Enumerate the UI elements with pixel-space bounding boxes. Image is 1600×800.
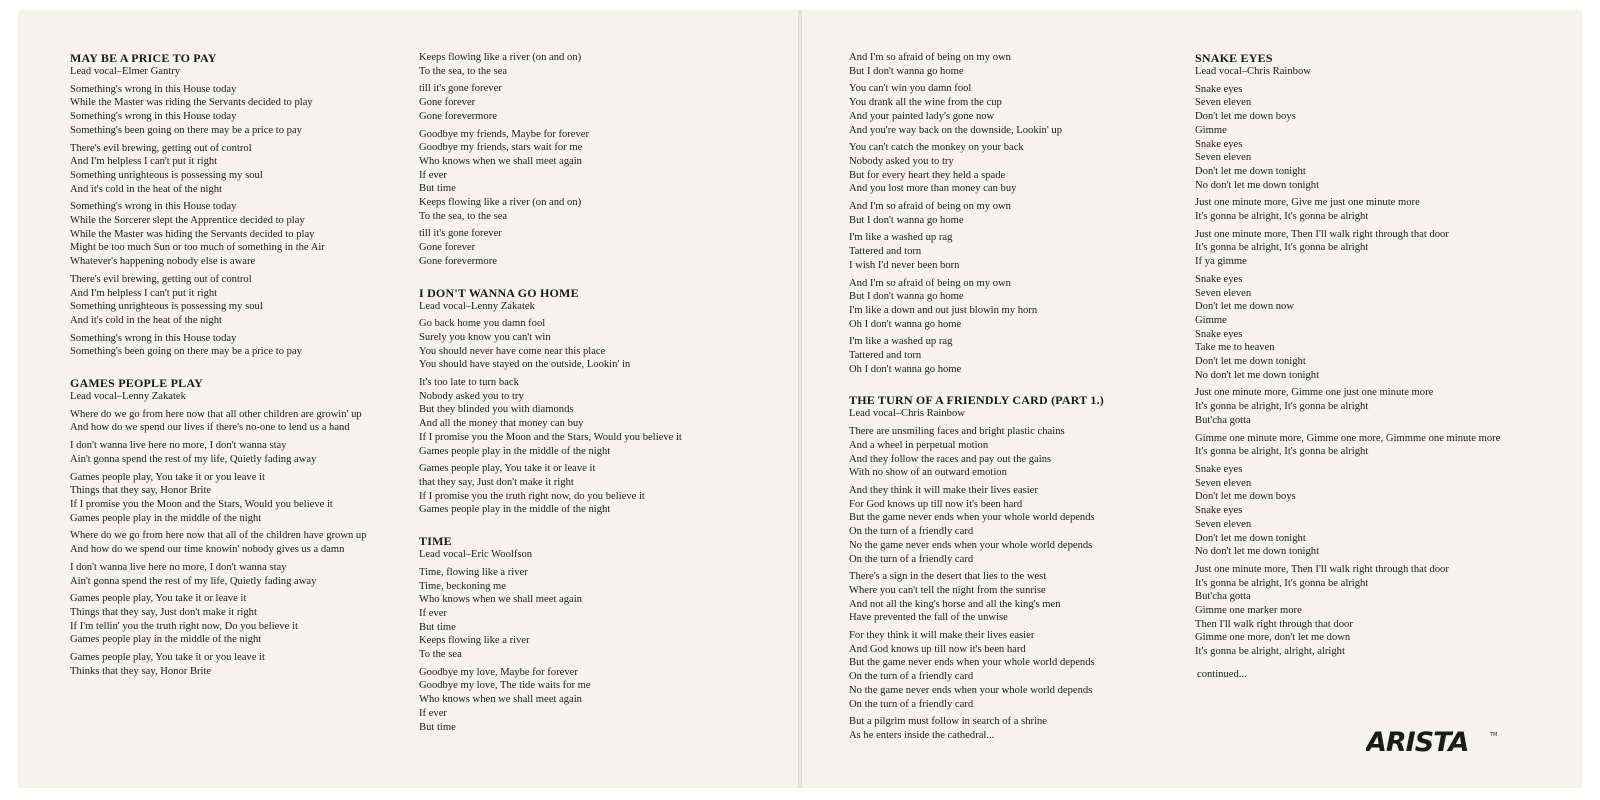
lyric-stanza bbox=[849, 629, 1167, 711]
lyric-line: Gimme bbox=[1195, 314, 1227, 326]
lyric-stanza bbox=[849, 231, 1167, 272]
song-title: GAMES PEOPLE PLAY bbox=[70, 376, 203, 391]
lyric-stanza bbox=[1195, 463, 1513, 559]
lyric-line: Don't let me down tonight bbox=[1195, 532, 1306, 544]
lyric-stanza bbox=[849, 82, 1167, 137]
lyrics-column-4 bbox=[1195, 51, 1513, 682]
lyric-line: Don't let me down boys bbox=[1195, 491, 1296, 503]
lyric-line: Just one minute more, Then I'll walk right through that door bbox=[1195, 563, 1449, 575]
lyric-line: On the turn of a friendly card bbox=[849, 526, 974, 538]
lyric-stanza bbox=[419, 82, 737, 123]
lyric-line: No the game never ends when your whole world depends bbox=[849, 539, 1093, 551]
lyric-line: If I promise you the truth right now, do you believe it bbox=[419, 490, 645, 502]
lyric-line: There's evil brewing, getting out of control bbox=[70, 142, 252, 154]
lyric-stanza bbox=[1195, 386, 1513, 427]
lyric-line: Things that they say, Honor Brite bbox=[70, 485, 212, 497]
lyric-line: It's gonna be alright, It's gonna be alright bbox=[1195, 577, 1369, 589]
song-title: SNAKE EYES bbox=[1195, 51, 1273, 65]
lyric-line: To the sea bbox=[419, 649, 462, 661]
lyric-line: Something's wrong in this House today bbox=[70, 83, 237, 95]
lyric-stanza bbox=[419, 51, 737, 78]
lyric-line: till it's gone forever bbox=[419, 228, 502, 240]
lyric-stanza bbox=[419, 666, 737, 735]
lyric-line: Gimme one more, don't let me down bbox=[1195, 632, 1351, 644]
lead-vocal-credit: Lead vocal–Chris Rainbow bbox=[1195, 66, 1311, 77]
lead-vocal-credit: Lead vocal–Lenny Zakatek bbox=[419, 300, 535, 312]
lyric-line: Gone forevermore bbox=[419, 255, 497, 267]
lyric-line: Games people play in the middle of the night bbox=[70, 512, 262, 524]
lyric-line: You can't win you damn fool bbox=[849, 83, 972, 95]
lyric-line: Snake eyes bbox=[1195, 138, 1243, 150]
lyric-line: It's gonna be alright, It's gonna be alright bbox=[1195, 446, 1369, 458]
lyric-stanza bbox=[70, 83, 410, 138]
lyric-stanza bbox=[1195, 563, 1513, 659]
lyric-line: Something's wrong in this House today bbox=[70, 332, 237, 344]
lyric-stanza bbox=[849, 51, 1167, 78]
lyric-line: If I'm tellin' you the truth right now, Do you believe it bbox=[70, 620, 298, 632]
lyric-stanza bbox=[70, 592, 410, 647]
song-block bbox=[849, 51, 1167, 376]
lyric-line: Ain't gonna spend the rest of my life, Quietly fading away bbox=[70, 575, 317, 587]
lyric-line: With no show of an outward emotion bbox=[849, 467, 1007, 479]
lyric-line: And they think it will make their lives easier bbox=[849, 484, 1038, 496]
lyric-line: I wish I'd never been born bbox=[849, 259, 960, 271]
song-block bbox=[419, 534, 737, 734]
song-block bbox=[419, 51, 737, 269]
lyric-line: Snake eyes bbox=[1195, 328, 1243, 340]
song-title: THE TURN OF A FRIENDLY CARD (PART 1.) bbox=[849, 393, 1105, 408]
lyric-line: No the game never ends when your whole world depends bbox=[849, 684, 1093, 696]
lyric-stanza bbox=[849, 277, 1167, 332]
lyric-line: Goodbye my love, Maybe for forever bbox=[419, 666, 578, 678]
lyric-stanza bbox=[1195, 228, 1513, 269]
lyric-line: But time bbox=[419, 721, 456, 733]
song-block bbox=[70, 51, 410, 359]
lyric-line: Time, beckoning me bbox=[419, 580, 506, 592]
lyric-line: On the turn of a friendly card bbox=[849, 671, 974, 683]
lyric-line: If I promise you the Moon and the Stars, Would you believe it bbox=[70, 498, 333, 510]
lead-vocal-credit: Lead vocal–Elmer Gantry bbox=[70, 66, 181, 77]
lyric-line: Oh I don't wanna go home bbox=[849, 318, 962, 330]
lyric-line: Just one minute more, Give me just one minute more bbox=[1195, 197, 1420, 209]
lyric-line: Gimme one minute more, Gimme one more, Gimmme one minute more bbox=[1195, 432, 1501, 444]
continued-note: continued... bbox=[1197, 668, 1247, 680]
lead-vocal-credit: Lead vocal–Lenny Zakatek bbox=[70, 391, 186, 403]
lyric-line: Keeps flowing like a river (on and on) bbox=[419, 197, 582, 209]
lyric-line: You should never have come near this place bbox=[419, 345, 606, 357]
lyric-line: But for every heart they held a spade bbox=[849, 169, 1006, 181]
lyric-line: Just one minute more, Then I'll walk right through that door bbox=[1195, 228, 1449, 240]
lyric-line: Something's wrong in this House today bbox=[70, 201, 237, 213]
lyric-line: I'm like a washed up rag bbox=[849, 336, 953, 348]
lyric-line: But the game never ends when your whole world depends bbox=[849, 512, 1095, 524]
lyric-line: Games people play in the middle of the night bbox=[419, 445, 611, 457]
lyric-line: And you lost more than money can buy bbox=[849, 183, 1017, 195]
lyric-line: It's gonna be alright, alright, alright bbox=[1195, 646, 1345, 658]
lyric-line: And it's cold in the heat of the night bbox=[70, 314, 222, 326]
lyric-line: Who knows when we shall meet again bbox=[419, 594, 582, 606]
lyric-line: Nobody asked you to try bbox=[419, 390, 524, 402]
lyric-line: It's gonna be alright, It's gonna be alright bbox=[1195, 401, 1369, 413]
lyric-stanza bbox=[70, 439, 410, 466]
lyric-line: Seven eleven bbox=[1195, 477, 1252, 489]
song-block bbox=[70, 376, 410, 678]
lyric-line: Tattered and torn bbox=[849, 350, 922, 362]
lyric-stanza bbox=[419, 128, 737, 224]
lyric-line: If ever bbox=[419, 169, 447, 181]
lyric-line: Games people play in the middle of the night bbox=[70, 634, 262, 646]
lyric-line: And you're way back on the downside, Lookin' up bbox=[849, 124, 1063, 136]
lyric-line: And it's cold in the heat of the night bbox=[70, 183, 222, 195]
lyric-line: Have prevented the fall of the unwise bbox=[849, 612, 1008, 624]
lyric-line: If ya gimme bbox=[1195, 256, 1247, 268]
lyric-line: And I'm helpless I can't put it right bbox=[70, 156, 218, 168]
lyric-line: You can't catch the monkey on your back bbox=[849, 142, 1024, 154]
lyric-line: Gone forever bbox=[419, 242, 476, 254]
lyric-line: And they follow the races and pay out the gains bbox=[849, 453, 1052, 465]
lyric-line: Gimme bbox=[1195, 124, 1227, 136]
lyric-line: But time bbox=[419, 183, 456, 195]
lyric-line: And how do we spend our lives if there's no-one to lend us a hand bbox=[70, 422, 350, 434]
lyric-line: Snake eyes bbox=[1195, 463, 1243, 475]
lyric-stanza bbox=[419, 566, 737, 662]
lyric-line: For they think it will make their lives easier bbox=[849, 630, 1035, 642]
lyric-line: Might be too much Sun or too much of something in the Air bbox=[70, 242, 325, 254]
lyric-line: Seven eleven bbox=[1195, 97, 1252, 109]
lyric-stanza bbox=[70, 651, 410, 678]
song-block bbox=[419, 286, 737, 518]
lyric-line: And a wheel in perpetual motion bbox=[849, 439, 989, 451]
lyric-stanza bbox=[849, 141, 1167, 196]
lyric-line: On the turn of a friendly card bbox=[849, 698, 974, 710]
lyric-stanza bbox=[419, 376, 737, 458]
lyric-stanza bbox=[1195, 432, 1513, 459]
arista-logo-text: ARISTA bbox=[1366, 727, 1469, 756]
lyric-line: Something's wrong in this House today bbox=[70, 111, 237, 123]
lyric-line: Surely you know you can't win bbox=[419, 331, 551, 343]
lyric-line: Something's been going on there may be a price to pay bbox=[70, 124, 302, 136]
lyric-stanza bbox=[849, 570, 1167, 625]
lyric-line: Where do we go from here now that all of the children have grown up bbox=[70, 530, 367, 542]
lyric-line: There's a sign in the desert that lies to the west bbox=[849, 571, 1047, 583]
lyrics-column-3 bbox=[849, 51, 1167, 747]
lyric-line: But I don't wanna go home bbox=[849, 65, 964, 77]
lyric-line: No don't let me down tonight bbox=[1195, 369, 1320, 381]
lyric-line: And not all the king's horse and all the king's men bbox=[849, 598, 1061, 610]
lyric-line: Go back home you damn fool bbox=[419, 318, 546, 330]
lyric-line: Who knows when we shall meet again bbox=[419, 694, 582, 706]
lyric-line: Gone forevermore bbox=[419, 110, 497, 122]
lyric-stanza bbox=[1195, 273, 1513, 383]
lyric-line: Then I'll walk right through that door bbox=[1195, 618, 1353, 630]
lyric-line: Games people play, You take it or leave it bbox=[419, 463, 596, 475]
lyric-stanza bbox=[1195, 196, 1513, 223]
lead-vocal-credit: Lead vocal–Chris Rainbow bbox=[849, 408, 965, 420]
lyric-line: But'cha gotta bbox=[1195, 591, 1251, 603]
lyric-line: Ain't gonna spend the rest of my life, Quietly fading away bbox=[70, 453, 317, 465]
lyric-line: Something unrighteous is possessing my soul bbox=[70, 169, 263, 181]
lyric-line: As he enters inside the cathedral... bbox=[849, 729, 995, 741]
lead-vocal-credit: Lead vocal–Eric Woolfson bbox=[419, 549, 533, 561]
lyric-line: Goodbye my love, The tide waits for me bbox=[419, 680, 591, 692]
lyric-line: But they blinded you with diamonds bbox=[419, 404, 574, 416]
lyric-line: To the sea, to the sea bbox=[419, 65, 508, 77]
lyric-line: There's evil brewing, getting out of control bbox=[70, 273, 252, 285]
lyric-line: It's gonna be alright, It's gonna be alright bbox=[1195, 242, 1369, 254]
lyric-line: If ever bbox=[419, 607, 447, 619]
lyric-line: And I'm so afraid of being on my own bbox=[849, 52, 1011, 63]
arista-logo-mark bbox=[1366, 726, 1500, 756]
lyric-line: till it's gone forever bbox=[419, 83, 502, 95]
lyric-stanza bbox=[70, 529, 410, 556]
lyric-line: It's gonna be alright, It's gonna be alright bbox=[1195, 211, 1369, 223]
lyric-line: Snake eyes bbox=[1195, 273, 1243, 285]
lyric-line: Don't let me down tonight bbox=[1195, 356, 1306, 368]
lyric-line: Don't let me down now bbox=[1195, 301, 1295, 313]
lyric-line: But the game never ends when your whole world depends bbox=[849, 657, 1095, 669]
lyric-line: that they say, Just don't make it right bbox=[419, 476, 574, 488]
song-title: I DON'T WANNA GO HOME bbox=[419, 285, 579, 300]
lyric-line: You drank all the wine from the cup bbox=[849, 97, 1002, 109]
lyric-line: And I'm so afraid of being on my own bbox=[849, 277, 1011, 289]
lyric-line: Who knows when we shall meet again bbox=[419, 155, 582, 167]
lyric-line: Oh I don't wanna go home bbox=[849, 363, 962, 375]
lyric-line: Something's been going on there may be a price to pay bbox=[70, 346, 302, 358]
song-title: TIME bbox=[419, 534, 452, 549]
lyric-line: Seven eleven bbox=[1195, 518, 1252, 530]
lyric-line: Goodbye my friends, stars wait for me bbox=[419, 142, 583, 154]
lyric-line: If ever bbox=[419, 707, 447, 719]
lyric-line: I don't wanna live here no more, I don't wanna stay bbox=[70, 440, 287, 452]
page-fold bbox=[798, 10, 802, 788]
lyric-line: Snake eyes bbox=[1195, 505, 1243, 517]
lyric-line: Games people play, You take it or you leave it bbox=[70, 652, 265, 664]
song-block bbox=[1195, 51, 1513, 659]
lyrics-column-1 bbox=[70, 51, 410, 682]
lyric-line: Goodbye my friends, Maybe for forever bbox=[419, 128, 590, 140]
lyric-line: For God knows up till now it's been hard bbox=[849, 498, 1023, 510]
arista-logo bbox=[1366, 726, 1500, 756]
lyric-line: Don't let me down tonight bbox=[1195, 165, 1306, 177]
lyric-line: Don't let me down boys bbox=[1195, 111, 1296, 123]
lyric-stanza bbox=[419, 317, 737, 372]
lyric-line: While the Sorcerer slept the Apprentice decided to play bbox=[70, 215, 305, 227]
lyric-line: There are unsmiling faces and bright plastic chains bbox=[849, 426, 1065, 438]
song-title: MAY BE A PRICE TO PAY bbox=[70, 51, 217, 65]
lyric-line: No don't let me down tonight bbox=[1195, 179, 1320, 191]
lyric-line: Whatever's happening nobody else is aware bbox=[70, 256, 256, 268]
lyric-stanza bbox=[849, 425, 1167, 480]
lyric-stanza bbox=[70, 142, 410, 197]
lyric-line: But'cha gotta bbox=[1195, 414, 1251, 426]
lyric-line: Things that they say, Just don't make it right bbox=[70, 606, 257, 618]
lyric-line: Gimme one marker more bbox=[1195, 605, 1302, 617]
lyric-line: I'm like a down and out just blowin my horn bbox=[849, 304, 1038, 316]
lyric-line: No don't let me down tonight bbox=[1195, 546, 1320, 558]
lyric-line: Where you can't tell the night from the sunrise bbox=[849, 584, 1046, 596]
lyric-line: Something unrighteous is possessing my soul bbox=[70, 301, 263, 313]
lyric-line: Snake eyes bbox=[1195, 83, 1243, 95]
lyric-stanza bbox=[70, 332, 410, 359]
lyric-line: And all the money that money can buy bbox=[419, 418, 584, 430]
lyric-line: While the Master was hiding the Servants decided to play bbox=[70, 228, 315, 240]
lyric-line: Where do we go from here now that all other children are growin' up bbox=[70, 408, 362, 420]
song-block bbox=[849, 393, 1167, 742]
lyric-line: Games people play in the middle of the night bbox=[419, 504, 611, 516]
lyric-line: And your painted lady's gone now bbox=[849, 110, 995, 122]
lyric-stanza bbox=[849, 484, 1167, 566]
lyric-line: Thinks that they say, Honor Brite bbox=[70, 665, 212, 677]
lyric-line: While the Master was riding the Servants decided to play bbox=[70, 97, 313, 109]
lyric-stanza bbox=[419, 462, 737, 517]
lyric-line: On the turn of a friendly card bbox=[849, 553, 974, 565]
lyric-line: Seven eleven bbox=[1195, 287, 1252, 299]
lyric-line: Games people play, You take it or leave it bbox=[70, 593, 247, 605]
lyric-line: But time bbox=[419, 621, 456, 633]
lyric-line: But a pilgrim must follow in search of a shrine bbox=[849, 716, 1048, 728]
lyric-line: Take me to heaven bbox=[1195, 342, 1275, 354]
lyric-line: But I don't wanna go home bbox=[849, 291, 964, 303]
lyric-stanza bbox=[849, 715, 1167, 742]
lyric-line: To the sea, to the sea bbox=[419, 210, 508, 222]
lyric-line: It's too late to turn back bbox=[419, 377, 519, 389]
lyric-stanza bbox=[1195, 83, 1513, 193]
lyric-line: And God knows up till now it's been hard bbox=[849, 643, 1026, 655]
lyrics-column-2 bbox=[419, 51, 737, 738]
lyric-line: Tattered and torn bbox=[849, 246, 922, 258]
lyric-line: And I'm so afraid of being on my own bbox=[849, 201, 1011, 213]
lyric-stanza bbox=[70, 471, 410, 526]
lyric-line: If I promise you the Moon and the Stars, Would you believe it bbox=[419, 431, 682, 443]
lyric-line: And I'm helpless I can't put it right bbox=[70, 287, 218, 299]
lyric-stanza bbox=[70, 561, 410, 588]
lyric-stanza bbox=[70, 273, 410, 328]
lyric-line: Gone forever bbox=[419, 97, 476, 109]
lyric-line: I'm like a washed up rag bbox=[849, 232, 953, 244]
lyric-line: Just one minute more, Gimme one just one minute more bbox=[1195, 387, 1434, 399]
lyric-line: Seven eleven bbox=[1195, 152, 1252, 164]
lyric-line: And how do we spend our time knowin' nobody gives us a damn bbox=[70, 544, 345, 556]
arista-logo-trademark: TM bbox=[1490, 732, 1498, 738]
lyric-line: But I don't wanna go home bbox=[849, 214, 964, 226]
lyric-line: Keeps flowing like a river (on and on) bbox=[419, 52, 582, 63]
lyric-line: Keeps flowing like a river bbox=[419, 635, 530, 647]
lyric-stanza bbox=[849, 335, 1167, 376]
lyric-stanza bbox=[849, 200, 1167, 227]
lyric-line: Games people play, You take it or you leave it bbox=[70, 471, 265, 483]
lyric-stanza bbox=[419, 227, 737, 268]
lyric-stanza bbox=[70, 200, 410, 269]
lyric-line: Time, flowing like a river bbox=[419, 566, 528, 578]
lyric-line: I don't wanna live here no more, I don't wanna stay bbox=[70, 561, 287, 573]
lyric-stanza bbox=[70, 408, 410, 435]
lyric-line: Nobody asked you to try bbox=[849, 155, 954, 167]
lyric-line: You should have stayed on the outside, Lookin' in bbox=[419, 359, 631, 371]
